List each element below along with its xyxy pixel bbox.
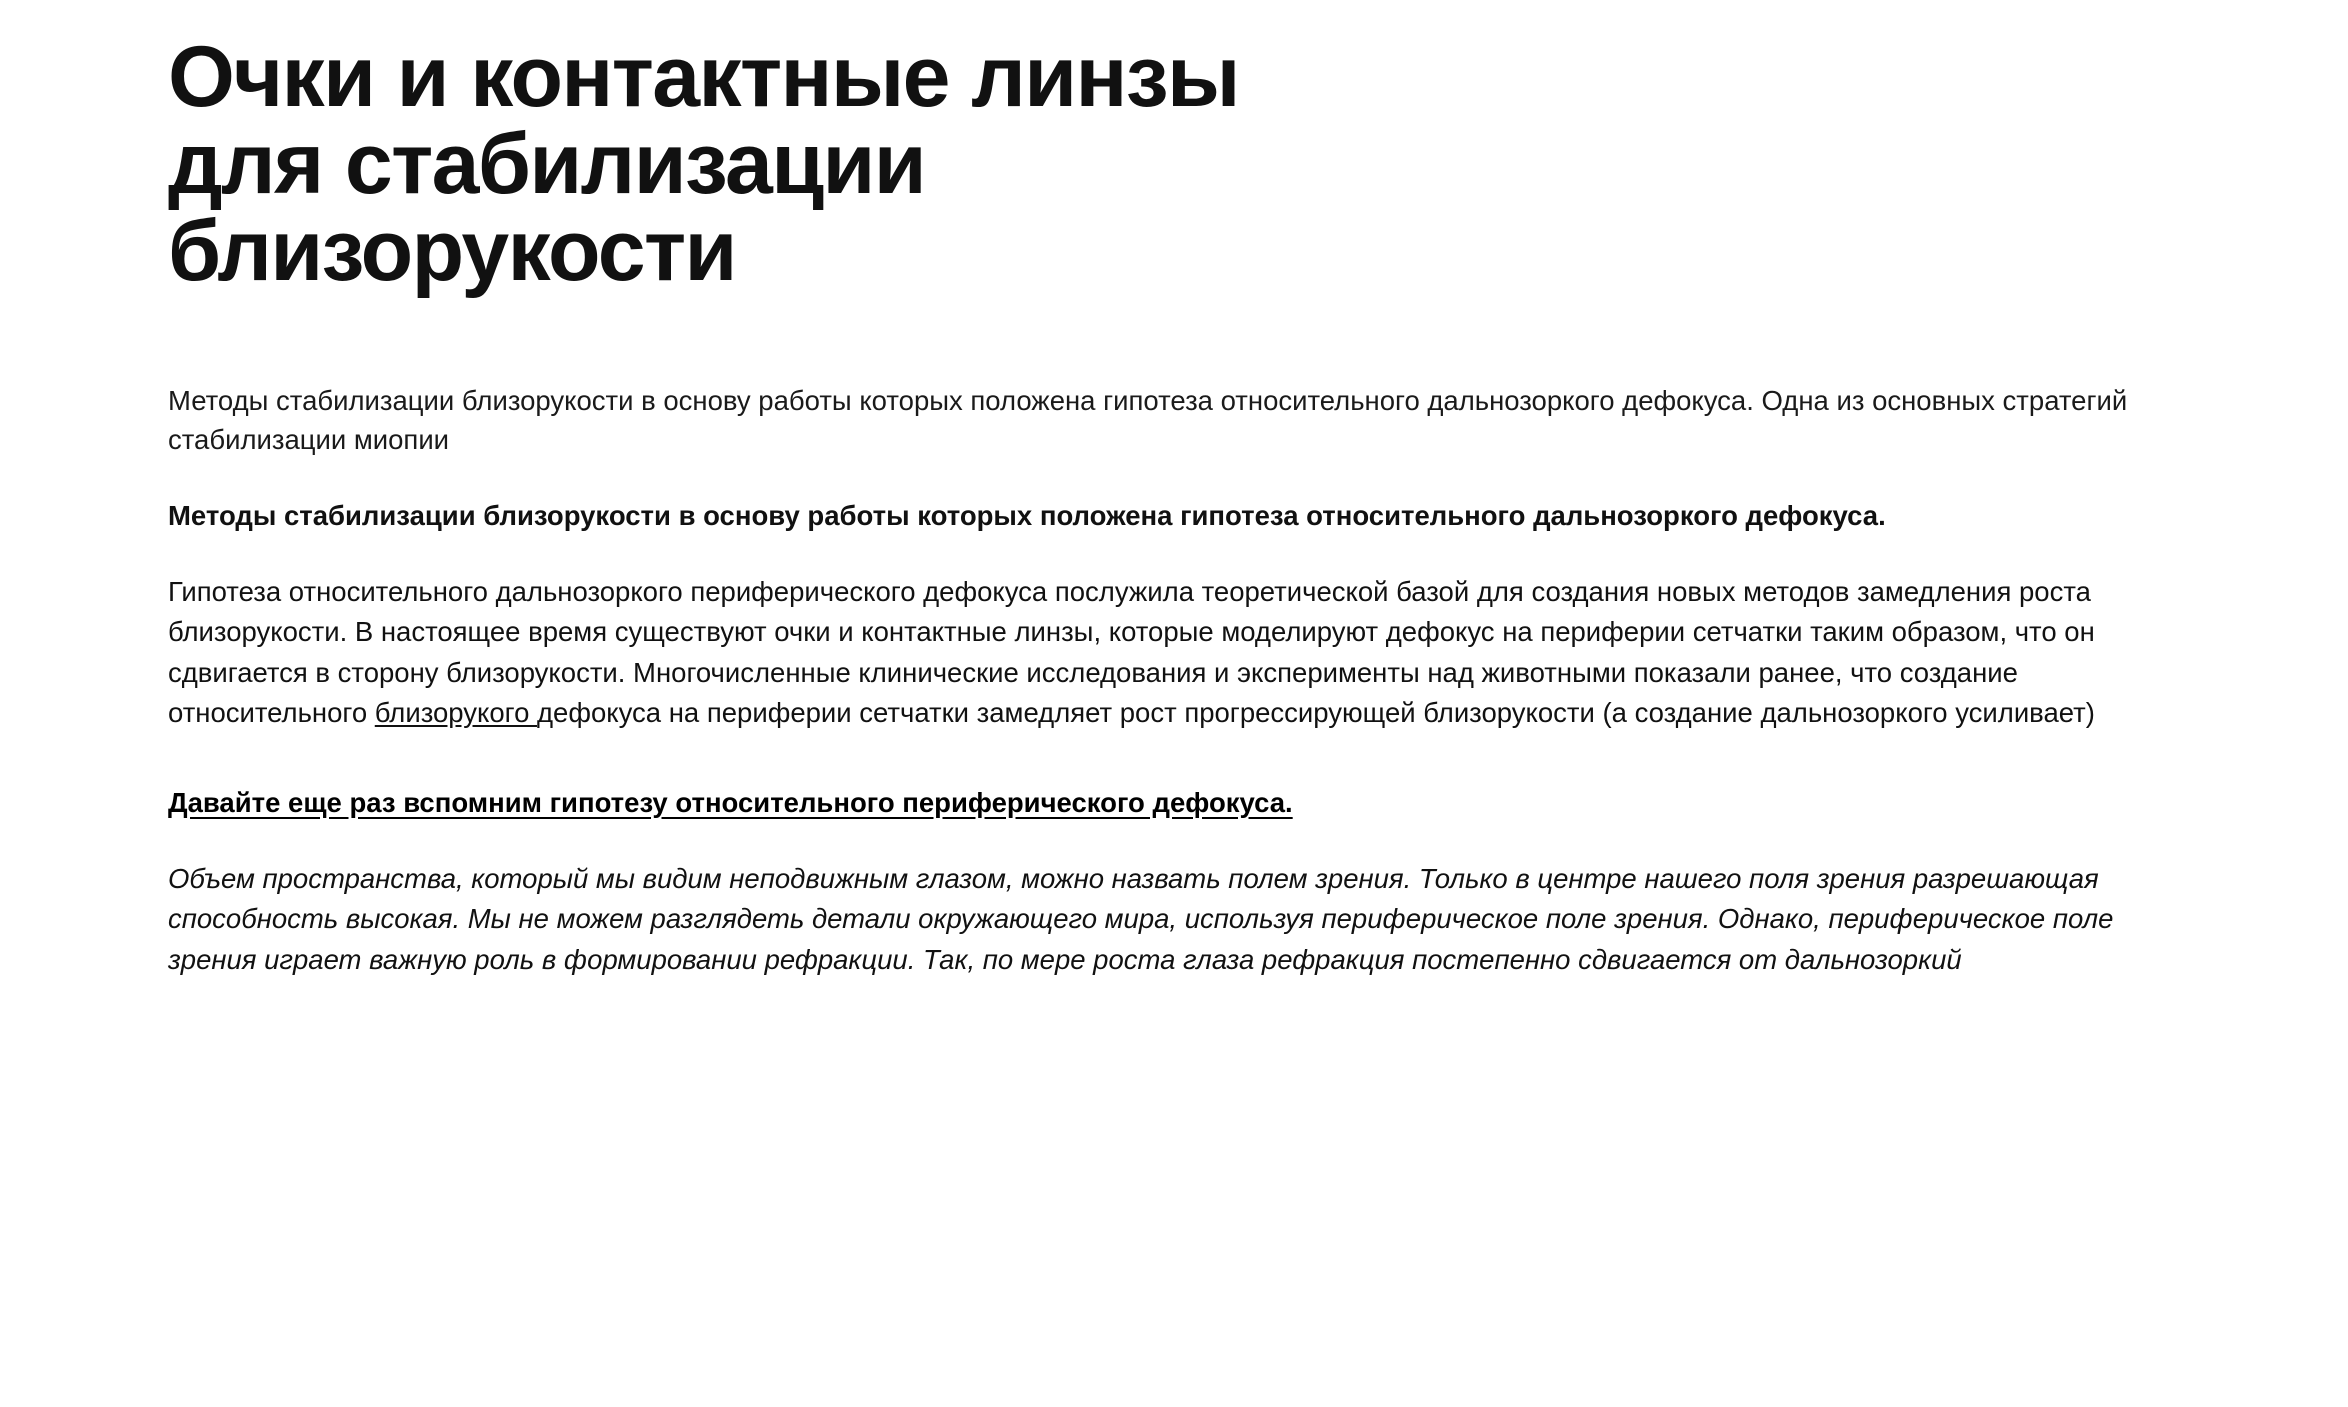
bottom-spacer	[168, 980, 2228, 998]
page-title-line-3: близорукости	[168, 202, 736, 299]
paragraph-hypothesis	[168, 572, 2168, 734]
page-title-line-1: Очки и контактные линзы	[168, 29, 1239, 125]
paragraph-italic-explainer: Объем пространства, который мы видим неподвижным глазом, можно назвать полем зрения. Только в центре нашего поля зрения разрешающая способность высокая. Мы не можем разглядеть детали окружающего мира, используя периферическое поле зрения. Однако, периферическое поле зрения играет важную роль в формировании рефракции. Так, по мере роста глаза рефракция постепенно сдвигается от дальнозоркий	[168, 862, 2114, 975]
page-title-line-2: для стабилизации	[168, 115, 926, 212]
article-lede: Методы стабилизации близорукости в основу работы которых положена гипотеза относительного дальнозоркого дефокуса. Одна из основных стратегий стабилизации миопии	[168, 384, 2128, 455]
inline-underlined-term: близорукого	[374, 697, 538, 729]
page-title	[168, 29, 1668, 299]
section-heading: Давайте еще раз вспомним гипотезу относительного периферического дефокуса.	[168, 786, 1293, 818]
paragraph-bold-intro: Методы стабилизации близорукости в основу работы которых положена гипотеза относительного дальнозоркого дефокуса.	[168, 499, 1886, 531]
paragraph-hypothesis-part2: дефокуса на периферии сетчатки замедляет рост прогрессирующей близорукости (а создание дальнозоркого усиливает)	[537, 697, 2095, 729]
paragraph-hypothesis-part1: Гипотеза относительного дальнозоркого периферического дефокуса послужила теоретической базой для создания новых методов замедления роста близорукости. В настоящее время существуют очки и контактные линзы, которые моделируют дефокус на периферии сетчатки таким образом, что он сдвигается в сторону близорукости. Многочисленные клинические исследования и эксперименты над животными показали ранее, что создание относительного	[168, 575, 2095, 729]
